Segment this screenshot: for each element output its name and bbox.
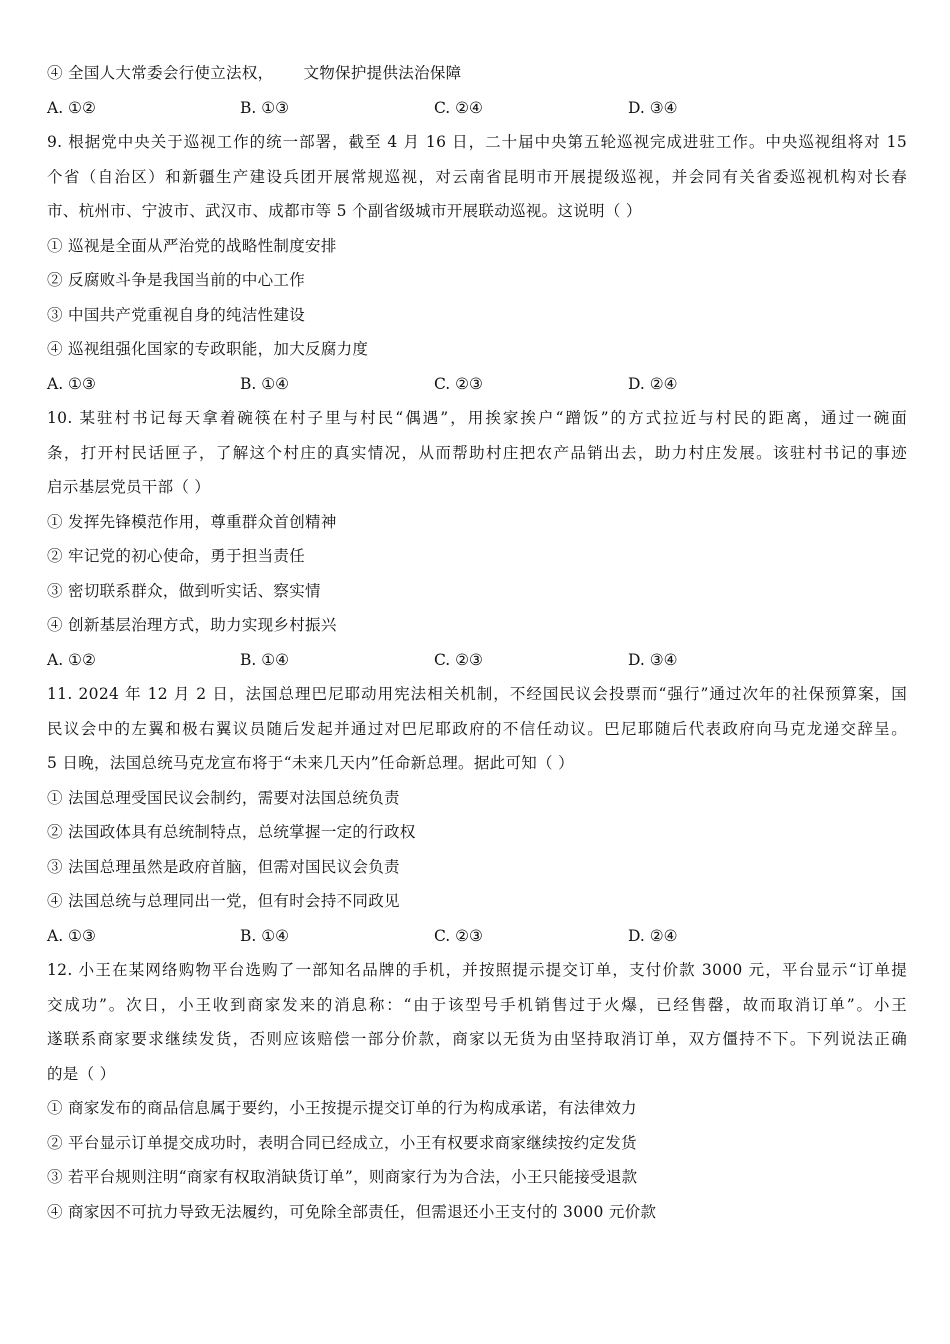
q12-stem-line: 交成功”。次日，小王收到商家发来的消息称：“由于该型号手机销售过于火爆，已经售罄，故而取消订单”。小王	[47, 995, 907, 1014]
q11-item-4: ④ 法国总统与总理同出一党，但有时会持不同政见	[47, 892, 400, 910]
q8-item-4-part-b: 文物保护提供法治保障	[303, 64, 462, 82]
q11-item-1: ① 法国总理受国民议会制约，需要对法国总统负责	[47, 788, 400, 807]
q9-item-3: ③ 中国共产党重视自身的纯洁性建设	[47, 305, 306, 324]
q12-item-2: ② 平台显示订单提交成功时，表明合同已经成立，小王有权要求商家继续按约定发货	[47, 1133, 637, 1152]
q8-option-b[interactable]: B. ①③	[240, 98, 290, 117]
q10-item-1: ① 发挥先锋模范作用，尊重群众首创精神	[47, 512, 337, 531]
q8-option-c[interactable]: C. ②④	[434, 98, 483, 117]
q12-item-1: ① 商家发布的商品信息属于要约，小王按提示提交订单的行为构成承诺，有法律效力	[47, 1099, 637, 1117]
exam-page	[47, 56, 907, 1229]
q11-stem-line: 民议会中的左翼和极右翼议员随后发起并通过对巴尼耶政府的不信任动议。巴尼耶随后代表政府向马克龙递交辞呈。	[47, 719, 907, 738]
q12-stem-line: 遂联系商家要求继续发货，否则应该赔偿一部分价款，商家以无货为由坚持取消订单，双方僵持不下。下列说法正确	[47, 1030, 907, 1048]
q12-item-3: ③ 若平台规则注明“商家有权取消缺货订单”，则商家行为为合法，小王只能接受退款	[47, 1168, 638, 1186]
q9-option-d[interactable]: D. ②④	[628, 374, 678, 393]
q11-options	[47, 919, 907, 954]
q9-stem-line: 市、杭州市、宁波市、武汉市、成都市等 5 个副省级城市开展联动巡视。这说明（ ）	[47, 202, 642, 220]
q9-option-b[interactable]: B. ①④	[240, 374, 290, 393]
q8-options	[47, 91, 907, 126]
q8-item-4	[47, 56, 907, 91]
q11-option-d[interactable]: D. ②④	[628, 926, 678, 945]
q11-stem-line: 11. 2024 年 12 月 2 日，法国总理巴尼耶动用宪法相关机制，不经国民议会投票而“强行”通过次年的社保预算案，国	[47, 685, 907, 703]
q9-item-4: ④ 巡视组强化国家的专政职能，加大反腐力度	[47, 340, 369, 358]
q10-option-b[interactable]: B. ①④	[240, 650, 290, 669]
q10-item-4: ④ 创新基层治理方式，助力实现乡村振兴	[47, 616, 337, 634]
q8-option-a[interactable]: A. ①②	[47, 98, 96, 117]
q12-stem-line: 12. 小王在某网络购物平台选购了一部知名品牌的手机，并按照提示提交订单，支付价款 3000 元，平台显示“订单提	[47, 961, 907, 979]
q12-stem-line: 的是（ ）	[47, 1064, 116, 1083]
q9-item-2: ② 反腐败斗争是我国当前的中心工作	[47, 271, 306, 289]
q11-option-a[interactable]: A. ①③	[47, 926, 96, 945]
q10-options	[47, 643, 907, 678]
q11-option-c[interactable]: C. ②③	[434, 926, 483, 945]
q11-item-2: ② 法国政体具有总统制特点，总统掌握一定的行政权	[47, 823, 416, 841]
q10-option-d[interactable]: D. ③④	[628, 650, 678, 669]
q9-item-1: ① 巡视是全面从严治党的战略性制度安排	[47, 236, 337, 255]
q10-option-c[interactable]: C. ②③	[434, 650, 483, 669]
q8-option-d[interactable]: D. ③④	[628, 98, 678, 117]
q11-stem-line: 5 日晚，法国总统马克龙宣布将于“未来几天内”任命新总理。据此可知（ ）	[47, 754, 574, 772]
q10-stem-line: 10. 某驻村书记每天拿着碗筷在村子里与村民“偶遇”，用挨家挨户“蹭饭”的方式拉近与村民的距离，通过一碗面	[47, 409, 907, 427]
q9-options	[47, 367, 907, 402]
q11-item-3: ③ 法国总理虽然是政府首脑，但需对国民议会负责	[47, 857, 400, 876]
q11-option-b[interactable]: B. ①④	[240, 926, 290, 945]
q9-option-c[interactable]: C. ②③	[434, 374, 483, 393]
q10-item-2: ② 牢记党的初心使命，勇于担当责任	[47, 547, 306, 565]
q8-item-4-part-a: ④ 全国人大常委会行使立法权，	[47, 64, 274, 82]
q10-option-a[interactable]: A. ①②	[47, 650, 96, 669]
q12-item-4: ④ 商家因不可抗力导致无法履约，可免除全部责任，但需退还小王支付的 3000 元价款	[47, 1202, 657, 1221]
q9-stem-line: 个省（自治区）和新疆生产建设兵团开展常规巡视，对云南省昆明市开展提级巡视，并会同有关省委巡视机构对长春	[47, 167, 907, 186]
q10-stem-line: 启示基层党员干部（ ）	[47, 478, 211, 496]
q9-stem-line: 9. 根据党中央关于巡视工作的统一部署，截至 4 月 16 日，二十届中央第五轮巡视完成进驻工作。中央巡视组将对 15	[47, 133, 907, 151]
q10-item-3: ③ 密切联系群众，做到听实话、察实情	[47, 581, 321, 600]
q9-option-a[interactable]: A. ①③	[47, 374, 96, 393]
q10-stem-line: 条，打开村民话匣子，了解这个村庄的真实情况，从而帮助村庄把农产品销出去，助力村庄发展。该驻村书记的事迹	[47, 443, 907, 462]
